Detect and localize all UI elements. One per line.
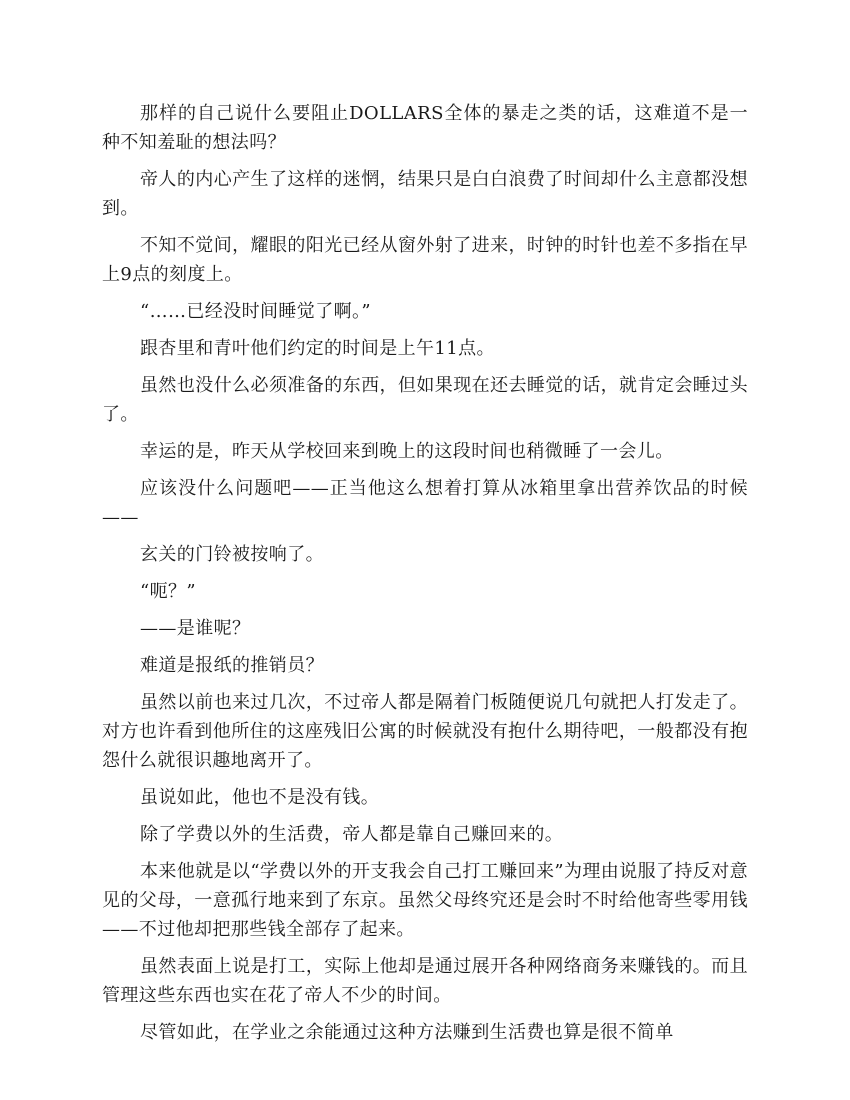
paragraph: 玄关的门铃被按响了。 bbox=[140, 544, 324, 565]
paragraph: 虽然表面上说是打工，实际上他却是通过展开各种网络商务来赚钱的。而且管理这些东西也实在花了帝人不少的时间。 bbox=[102, 956, 748, 1006]
paragraph: 那样的自己说什么要阻止DOLLARS全体的暴走之类的话，这难道不是一种不知羞耻的想法吗？ bbox=[102, 103, 748, 153]
paragraph: 除了学费以外的生活费，帝人都是靠自己赚回来的。 bbox=[140, 824, 564, 845]
body-text bbox=[102, 99, 748, 1055]
paragraph: 虽说如此，他也不是没有钱。 bbox=[140, 787, 380, 808]
paragraph: 帝人的内心产生了这样的迷惘，结果只是白白浪费了时间却什么主意都没想到。 bbox=[102, 169, 748, 219]
paragraph: 跟杏里和青叶他们约定的时间是上午11点。 bbox=[140, 338, 495, 359]
paragraph: 不知不觉间，耀眼的阳光已经从窗外射了进来，时钟的时针也差不多指在早上9点的刻度上。 bbox=[102, 235, 748, 285]
paragraph: 应该没什么问题吧——正当他这么想着打算从冰箱里拿出营养饮品的时候—— bbox=[102, 478, 748, 528]
paragraph: 难道是报纸的推销员？ bbox=[140, 655, 324, 676]
paragraph: 虽然以前也来过几次，不过帝人都是隔着门板随便说几句就把人打发走了。对方也许看到他所住的这座残旧公寓的时候就没有抱什么期待吧，一般都没有抱怨什么就很识趣地离开了。 bbox=[102, 692, 748, 771]
paragraph: 本来他就是以“学费以外的开支我会自己打工赚回来”为理由说服了持反对意见的父母，一意孤行地来到了东京。虽然父母终究还是会时不时给他寄些零用钱——不过他却把那些钱全部存了起来。 bbox=[102, 861, 749, 940]
paragraph: 尽管如此，在学业之余能通过这种方法赚到生活费也算是很不简单 bbox=[140, 1022, 674, 1043]
paragraph: ——是谁呢？ bbox=[140, 618, 251, 639]
paragraph: 幸运的是，昨天从学校回来到晚上的这段时间也稍微睡了一会儿。 bbox=[140, 441, 674, 462]
paragraph: “……已经没时间睡觉了啊。” bbox=[140, 301, 372, 322]
paragraph: 虽然也没什么必须准备的东西，但如果现在还去睡觉的话，就肯定会睡过头了。 bbox=[102, 375, 748, 425]
paragraph: “呃？” bbox=[140, 581, 197, 602]
